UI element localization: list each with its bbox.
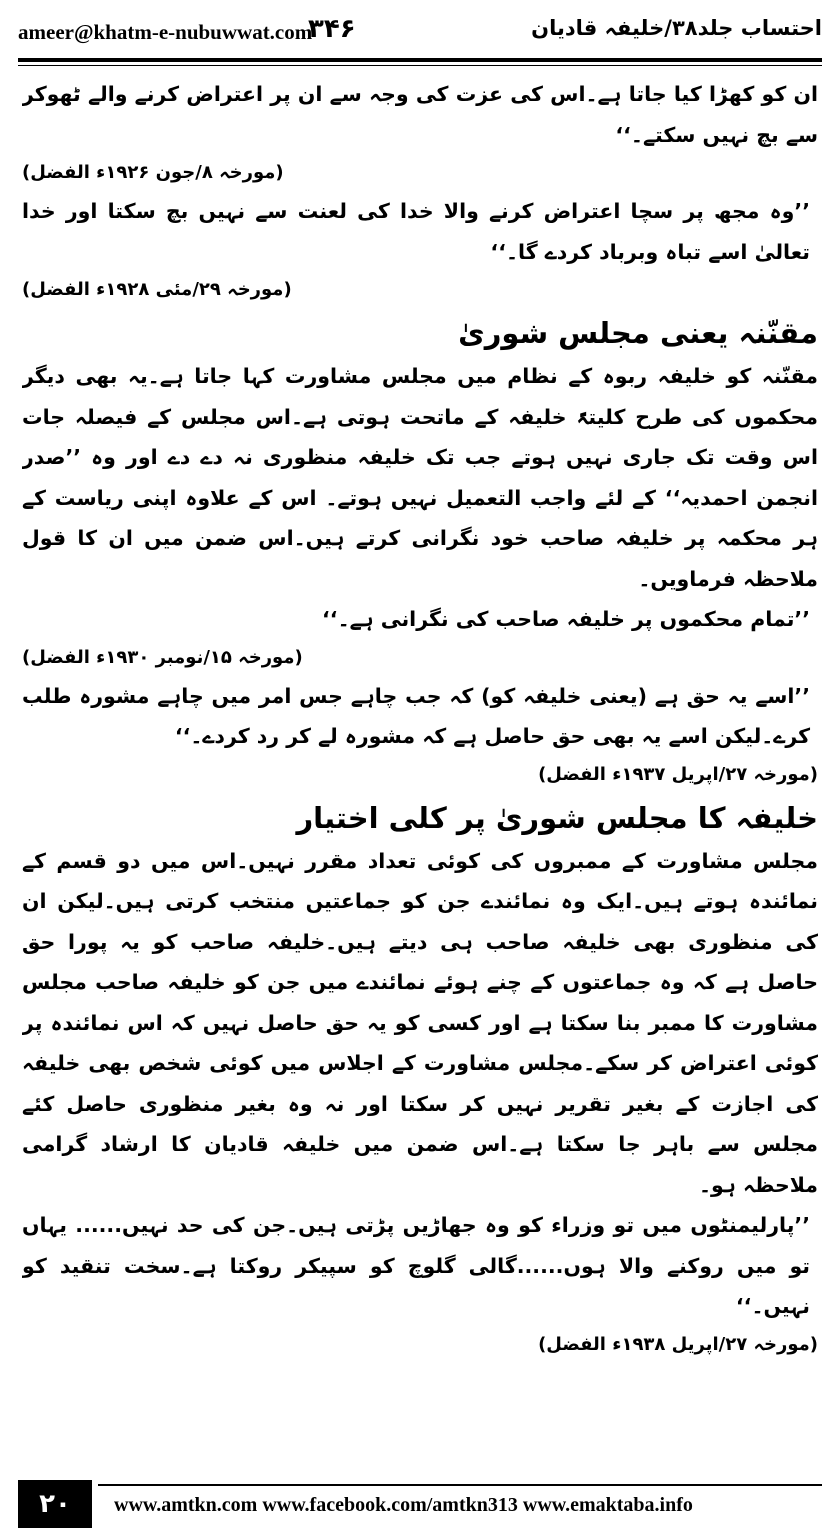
reference-3: (مورخہ ۱۵/نومبر ۱۹۳۰ء الفضل) — [22, 646, 303, 668]
quote-1: ’’وہ مجھ پر سچا اعتراض کرنے والا خدا کی لعنت سے نہیں بچ سکتا اور خدا تعالیٰ اسے تباہ وبرباد کردے گا۔‘‘ — [22, 199, 810, 264]
header-email: ameer@khatm-e-nubuwwat.com — [18, 20, 313, 44]
header-thick-rule — [18, 58, 822, 62]
reference-2: (مورخہ ۲۹/مئی ۱۹۲۸ء الفضل) — [22, 279, 292, 300]
paragraph-3: مجلس مشاورت کے ممبروں کی کوئی تعداد مقرر نہیں۔اس میں دو قسم کے نمائندہ ہوتے ہیں۔ایک وہ نمائندے جن کو جماعتیں منتخب کرتی ہیں۔لیکن ان کی منظوری بھی خلیفہ صاحب ہی دیتے ہیں۔خلیفہ صاحب کو یہ پورا حق حاصل ہے کہ وہ جماعتوں کے چنے ہوئے نمائندے میں جن کو خلیفہ صاحب مجلس مشاورت کا ممبر بنا سکتا ہے اور کسی کو یہ حق حاصل نہیں کہ اس نمائندہ پر کوئی اعتراض کر سکے۔مجلس مشاورت کے اجلاس میں کوئی شخص بھی خلیفہ کی اجازت کے بغیر تقریر نہیں کر سکتا اور نہ وہ بغیر منظوری حاصل کئے مجلس سے باہر جا سکتا ہے۔اس ضمن میں خلیفہ قادیان کا ارشاد گرامی ملاحظہ ہو۔ — [22, 848, 818, 1197]
page-footer — [18, 1480, 822, 1528]
header-thin-rule — [18, 65, 822, 66]
page-body — [22, 74, 818, 1452]
footer-page-box: ۲۰ — [18, 1480, 92, 1528]
footer-rule — [98, 1484, 822, 1486]
reference-5: (مورخہ ۲۷/اپریل ۱۹۳۸ء الفضل) — [538, 1333, 818, 1355]
header-page-number: ۳۴۶ — [308, 14, 356, 44]
paragraph-2: مقنّنہ کو خلیفہ ربوہ کے نظام میں مجلس مشاورت کہا جاتا ہے۔یہ بھی دیگر محکموں کی طرح کلیتہً خلیفہ کے ماتحت ہوتی ہے۔اس مجلس کے فیصلہ جات اس وقت تک جاری نہیں ہوتے جب تک خلیفہ منظوری نہ دے دے اور وہ ’’صدر انجمن احمدیہ‘‘ کے لئے واجب التعمیل نہیں ہوتے۔ اس کے علاوہ اپنی ریاست کے ہر محکمہ پر خلیفہ صاحب خود نگرانی کرتے ہیں۔اس ضمن میں ان کا قول ملاحظہ فرماویں۔ — [22, 364, 818, 591]
page-header — [18, 12, 822, 52]
section-heading-authority: خلیفہ کا مجلس شوریٰ پر کلی اختیار — [296, 800, 818, 835]
section-heading-legislature: مقنّنہ یعنی مجلس شوریٰ — [458, 316, 818, 350]
quote-3: ’’اسے یہ حق ہے (یعنی خلیفہ کو) کہ جب چاہے جس امر میں چاہے مشورہ طلب کرے۔لیکن اسے یہ بھی حق حاصل ہے کہ مشورہ لے کر رد کردے۔‘‘ — [22, 683, 810, 748]
reference-1: (مورخہ ۸/جون ۱۹۲۶ء الفضل) — [22, 162, 284, 183]
quote-4: ’’پارلیمنٹوں میں تو وزراء کو وہ جھاڑیں پڑتی ہیں۔جن کی حد نہیں...... یہاں تو میں روکنے والا ہوں......گالی گلوچ کو سپیکر روکتا ہے۔سخت تنقید کو نہیں۔‘‘ — [22, 1213, 810, 1318]
header-running-title: احتساب جلد۳۸/خلیفہ قادیان — [531, 16, 822, 40]
reference-4: (مورخہ ۲۷/اپریل ۱۹۳۷ء الفضل) — [538, 763, 818, 785]
footer-urls: www.amtkn.com www.facebook.com/amtkn313 www.emaktaba.info — [114, 1494, 693, 1516]
quote-2: ’’تمام محکموں پر خلیفہ صاحب کی نگرانی ہے۔‘‘ — [322, 607, 810, 631]
paragraph-1: ان کو کھڑا کیا جاتا ہے۔اس کی عزت کی وجہ سے ان پر اعتراض کرنے والے ٹھوکر سے بچ نہیں سکتے۔‘‘ — [22, 82, 818, 147]
